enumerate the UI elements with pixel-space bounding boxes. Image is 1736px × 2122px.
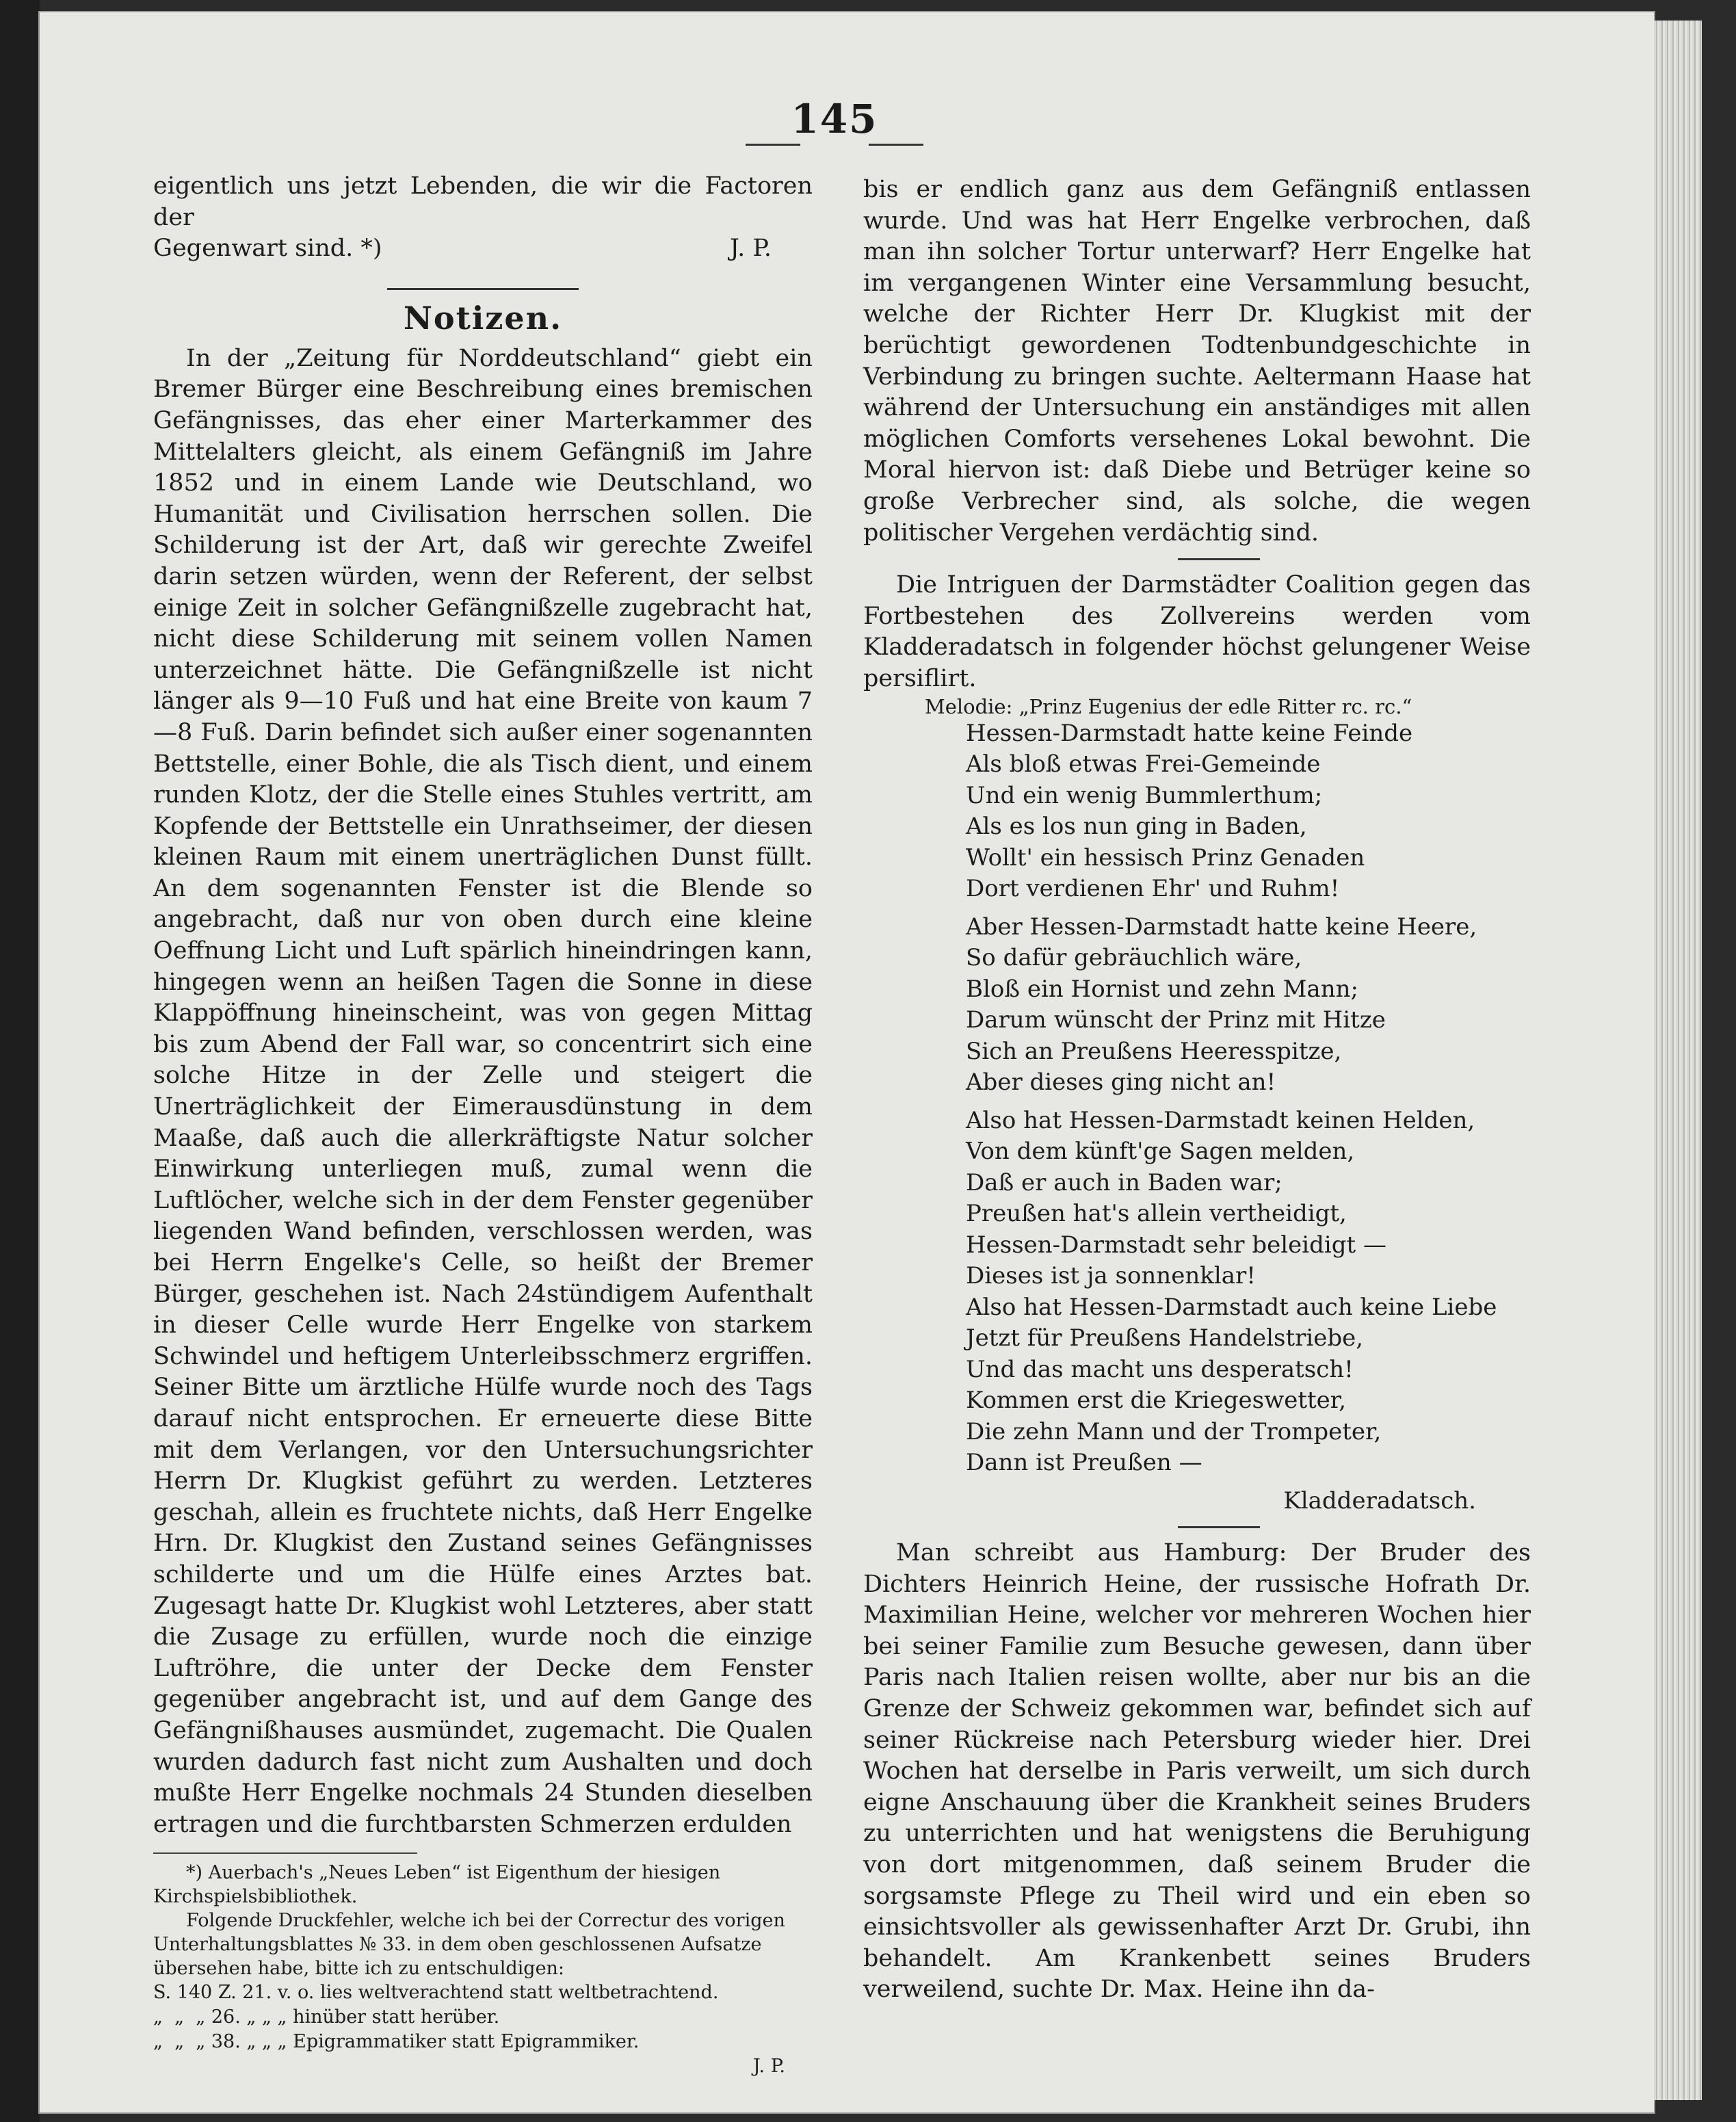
- prison-article: In der „Zeitung für Norddeutschland“ giebt ein Bremer Bürger eine Beschreibung eines bremischen Gefängnisses, das eher einer Marterkammer des Mittelalters gleicht, als einem Gefängniß im Jahre 1852 und in einem Lande wie Deutschland, wo Humanität und Civilisation herrschen sollen. Die Schilderung ist der Art, daß wir gerechte Zweifel darin setzen würden, wenn der Referent, der selbst einige Zeit in solcher Gefängnißzelle zugebracht hat, nicht diese Schilderung mit seinem vollen Namen unterzeichnet hätte. Die Gefängnißzelle ist nicht länger als 9—10 Fuß und hat eine Breite von kaum 7—8 Fuß. Darin befindet sich außer einer sogenannten Bettstelle, einer Bohle, die als Tisch dient, und einem runden Klotz, der die Stelle eines Stuhles vertritt, am Kopfende der Bettstelle ein Unrathseimer, der diesen kleinen Raum mit einem unerträglichen Dunst füllt. An dem sogenannten Fenster ist die Blende so angebracht, daß nur von oben durch eine kleine Oeffnung Licht und Luft spärlich hineindringen kann, hingegen wenn an heißen Tagen die Sonne in diese Klappöffnung hineinscheint, was von gegen Mittag bis zum Abend der Fall war, so concentrirt sich eine solche Hitze in der Zelle und steigert die Unerträglichkeit der Eimerausdünstung in dem Maaße, daß auch die allerkräftigste Natur solcher Einwirkung unterliegen muß, zumal wenn die Luftlöcher, welche sich in der dem Fenster gegenüber liegenden Wand befinden, verschlossen werden, was bei Herrn Engelke's Celle, so heißt der Bremer Bürger, geschehen ist. Nach 24stündigem Aufenthalt in dieser Celle wurde Herr Engelke von starkem Schwindel und heftigem Unterleibsschmerz ergriffen. Seiner Bitte um ärztliche Hülfe wurde noch des Tags darauf nicht entsprochen. Er erneuerte diese Bitte mit dem Verlangen, vor den Untersuchungsrichter Herrn Dr. Klugkist geführt zu werden. Letzteres geschah, allein es fruchtete nichts, daß Herr Engelke Hrn. Dr. Klugkist den Zustand seines Gefängnisses schilderte und um die Hülfe eines Arztes bat. Zugesagt hatte Dr. Klugkist wohl Letzteres, aber statt die Zusage zu erfüllen, wurde noch die einzige Luftröhre, die unter der Decke dem Fenster gegenüber angebracht ist, und auf dem Gange des Gefängnißhauses ausmündet, zugemacht. Die Qualen wurden dadurch fast nicht zum Aushalten und doch mußte Herr Engelke nochmals 24 Stunden dieselben ertragen und die furchtbarsten Schmerzen erdulden: [153, 344, 813, 1838]
- poem-line: Sich an Preußens Heeresspitze,: [966, 1037, 1342, 1065]
- errata-line: „ „ „ 26. „ „ „ hinüber statt herüber.: [153, 2006, 500, 2028]
- header-rule-right: [869, 144, 923, 146]
- prison-article-continued: bis er endlich ganz aus dem Gefängniß entlassen wurde. Und was hat Herr Engelke verbrochen, daß man ihn solcher Tortur unterwarf? Herr Engelke hat im vergangenen Winter eine Versammlung besucht, welche der Richter Herr Dr. Klugkist mit der berüchtigt gewordenen Todtenbundgeschichte in Verbindung zu bringen suchte. Aeltermann Haase hat während der Untersuchung ein anständiges mit allen möglichen Comforts versehenes Lokal bewohnt. Die Moral hiervon ist: daß Diebe und Betrüger keine so große Verbrecher sind, als solche, die wegen politischer Vergehen verdächtig sind.: [863, 176, 1531, 547]
- intro-line-1: eigentlich uns jetzt Lebenden, die wir die Factoren der: [153, 172, 813, 231]
- scanner-background-left: [0, 0, 40, 2122]
- intrigue-intro: Die Intriguen der Darmstädter Coalition gegen das Fortbestehen des Zollvereins werden vom Kladderadatsch in folgender höchst gelungener Weise persiflirt.: [863, 571, 1531, 692]
- errata-line: S. 140 Z. 21. v. o. lies weltverachtend statt weltbetrachtend.: [153, 1982, 719, 2004]
- poem-line: Als bloß etwas Frei-Gemeinde: [966, 750, 1321, 778]
- poem-line: Aber dieses ging nicht an!: [966, 1069, 1276, 1096]
- poem-line: Darum wünscht der Prinz mit Hitze: [966, 1006, 1386, 1034]
- poem-line: Von dem künft'ge Sagen melden,: [966, 1138, 1355, 1165]
- poem-line: Und ein wenig Bummlerthum;: [966, 781, 1323, 809]
- separator: [1178, 1526, 1260, 1528]
- poem-line: Und das macht uns desperatsch!: [966, 1355, 1354, 1383]
- poem-line: Jetzt für Preußens Handelstriebe,: [966, 1324, 1364, 1352]
- left-column: [153, 171, 813, 2078]
- right-column: [863, 174, 1531, 2006]
- poem-stanza-3: [966, 1105, 1531, 1479]
- separator: [1178, 558, 1260, 560]
- page-stack-edge: [1654, 21, 1702, 2100]
- poem-stanza-1: [966, 718, 1531, 905]
- poem-line: Hessen-Darmstadt hatte keine Feinde: [966, 719, 1413, 747]
- page-number: 145: [791, 96, 878, 142]
- section-heading: Notizen.: [403, 299, 563, 337]
- footnote-rule: [153, 1852, 417, 1854]
- poem-line: Hessen-Darmstadt sehr beleidigt —: [966, 1231, 1386, 1259]
- poem-line: Als es los nun ging in Baden,: [966, 813, 1307, 840]
- melody-line: Melodie: „Prinz Eugenius der edle Ritter rc. rc.“: [925, 694, 1412, 718]
- section-separator: [387, 288, 579, 290]
- hamburg-article: Man schreibt aus Hamburg: Der Bruder des Dichters Heinrich Heine, der russische Hofrath Dr. Maximilian Heine, welcher vor mehreren Wochen hier bei seiner Familie zum Besuche gewesen, dann über Paris nach Italien reisen wollte, aber nur bis an die Grenze der Schweiz gekommen war, befindet sich auf seiner Rückreise nach Petersburg wieder hier. Drei Wochen hat derselbe in Paris verweilt, um sich durch eigne Anschauung über die Krankheit seines Bruders zu unterrichten und hat wenigstens die Beruhigung von dort mitgenommen, daß seinem Bruder die sorgsamste Pflege zu Theil wird und ein eben so einsichtsvoller als gewissenhafter Arzt Dr. Grubi, ihn behandelt. Am Krankenbett seines Bruders verweilend, suchte Dr. Max. Heine ihn da-: [863, 1539, 1531, 2004]
- poem-line: Dann ist Preußen —: [966, 1449, 1202, 1476]
- poem-line: Daß er auch in Baden war;: [966, 1168, 1283, 1196]
- footnote-auerbach: *) Auerbach's „Neues Leben“ ist Eigenthum der hiesigen Kirchspielsbibliothek.: [153, 1862, 721, 1908]
- footnote-errata-intro: Folgende Druckfehler, welche ich bei der Correctur des vorigen Unterhaltungsblattes № 33. in dem oben geschlossenen Aufsatze übersehen habe, bitte ich zu entschuldigen:: [153, 1910, 785, 1980]
- poem-line: Die zehn Mann und der Trompeter,: [966, 1417, 1382, 1445]
- footnote-signature: J. P.: [752, 2056, 785, 2078]
- poem-stanza-2: [966, 912, 1531, 1099]
- intro-signature: J. P.: [729, 235, 772, 263]
- poem-line: Also hat Hessen-Darmstadt auch keine Liebe: [966, 1293, 1497, 1321]
- errata-list: [153, 1980, 813, 2054]
- poem-source: Kladderadatsch.: [1283, 1486, 1476, 1515]
- poem-line: Aber Hessen-Darmstadt hatte keine Heere,: [966, 913, 1477, 941]
- poem-line: So dafür gebräuchlich wäre,: [966, 944, 1302, 971]
- poem: [863, 718, 1531, 1517]
- poem-line: Wollt' ein hessisch Prinz Genaden: [966, 843, 1365, 872]
- poem-line: Preußen hat's allein vertheidigt,: [966, 1200, 1347, 1227]
- errata-line: „ „ „ 38. „ „ „ Epigrammatiker statt Epigrammiker.: [153, 2031, 640, 2053]
- header-rule-left: [746, 144, 800, 146]
- intro-line-2: Gegenwart sind. *): [153, 235, 382, 263]
- poem-line: Also hat Hessen-Darmstadt keinen Helden,: [966, 1106, 1475, 1134]
- poem-line: Dieses ist ja sonnenklar!: [966, 1262, 1256, 1289]
- poem-line: Bloß ein Hornist und zehn Mann;: [966, 975, 1358, 1003]
- poem-line: Kommen erst die Kriegeswetter,: [966, 1387, 1347, 1414]
- poem-line: Dort verdienen Ehr' und Ruhm!: [966, 875, 1340, 902]
